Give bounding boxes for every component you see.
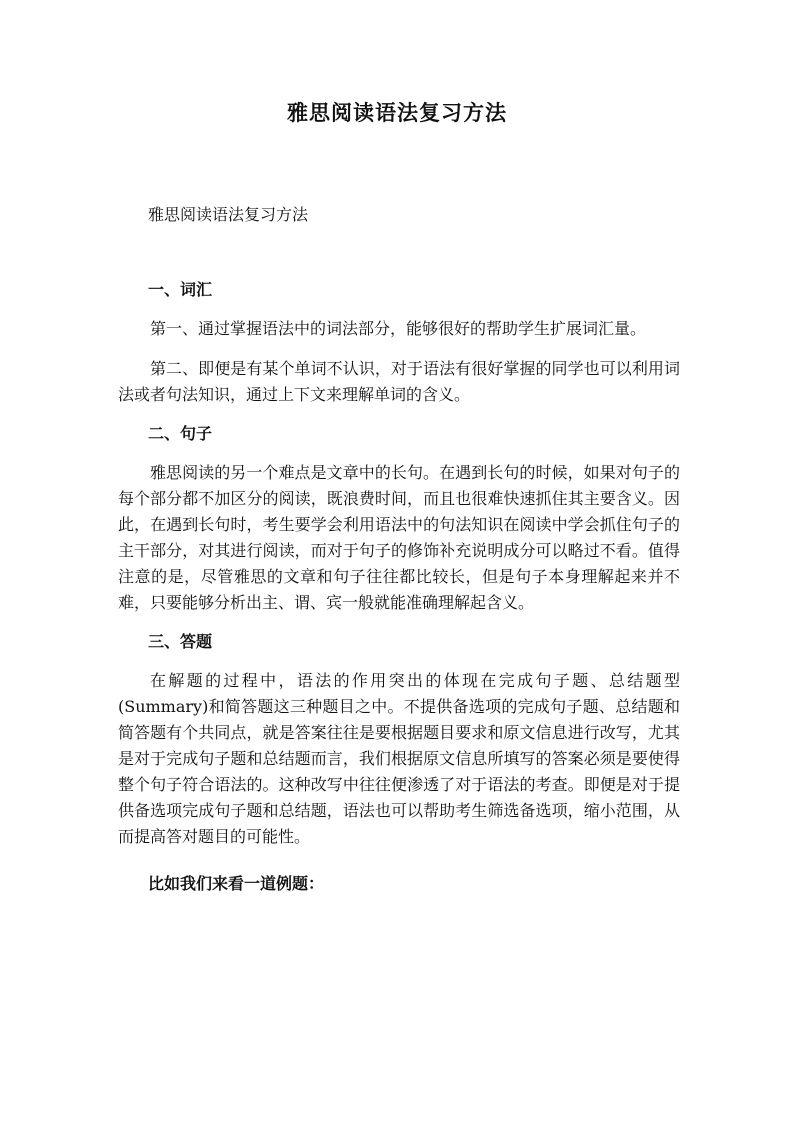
paragraph: 第二、即便是有某个单词不认识，对于语法有很好掌握的同学也可以利用词法或者句法知识，通过上下文来理解单词的含义。: [118, 359, 680, 404]
paragraph: 雅思阅读的另一个难点是文章中的长句。在遇到长句的时候，如果对句子的每个部分都不加区分的阅读，既浪费时间，而且也很难快速抓住其主要含义。因此，在遇到长句时，考生要学会利用语法中的句法知识在阅读中学会抓住句子的主干部分，对其进行阅读，而对于句子的修饰补充说明成分可以略过不看。值得注意的是，尽管雅思的文章和句子往往都比较长，但是句子本身理解起来并不难，只要能够分析出主、谓、宾一般就能准确理解起含义。: [118, 463, 680, 612]
paragraph: 在解题的过程中，语法的作用突出的体现在完成句子题、总结题型(Summary)和简答题这三种题目之中。不提供备选项的完成句子题、总结题和简答题有个共同点，就是答案往往是要根据题目要求和原文信息进行改写，尤其是对于完成句子题和总结题而言，我们根据原文信息所填写的答案必须是要使得整个句子符合语法的。这种改写中往往便渗透了对于语法的考查。即便是对于提供备选项完成句子题和总结题，语法也可以帮助考生筛选备选项，缩小范围，从而提高答对题目的可能性。: [118, 671, 680, 846]
document-body: [118, 278, 680, 896]
document-subtitle: 雅思阅读语法复习方法: [148, 205, 309, 224]
example-label: 比如我们来看一道例题：: [148, 874, 325, 893]
section-heading: 二、句子: [148, 424, 213, 443]
section-sentences: [118, 422, 680, 616]
section-vocabulary: [118, 278, 680, 408]
document-title: 雅思阅读语法复习方法: [287, 100, 507, 125]
section-heading: 三、答题: [148, 632, 213, 651]
paragraph: 第一、通过掌握语法中的词法部分，能够很好的帮助学生扩展词汇量。: [150, 319, 647, 338]
section-heading: 一、词汇: [148, 280, 213, 299]
section-answering: [118, 630, 680, 850]
